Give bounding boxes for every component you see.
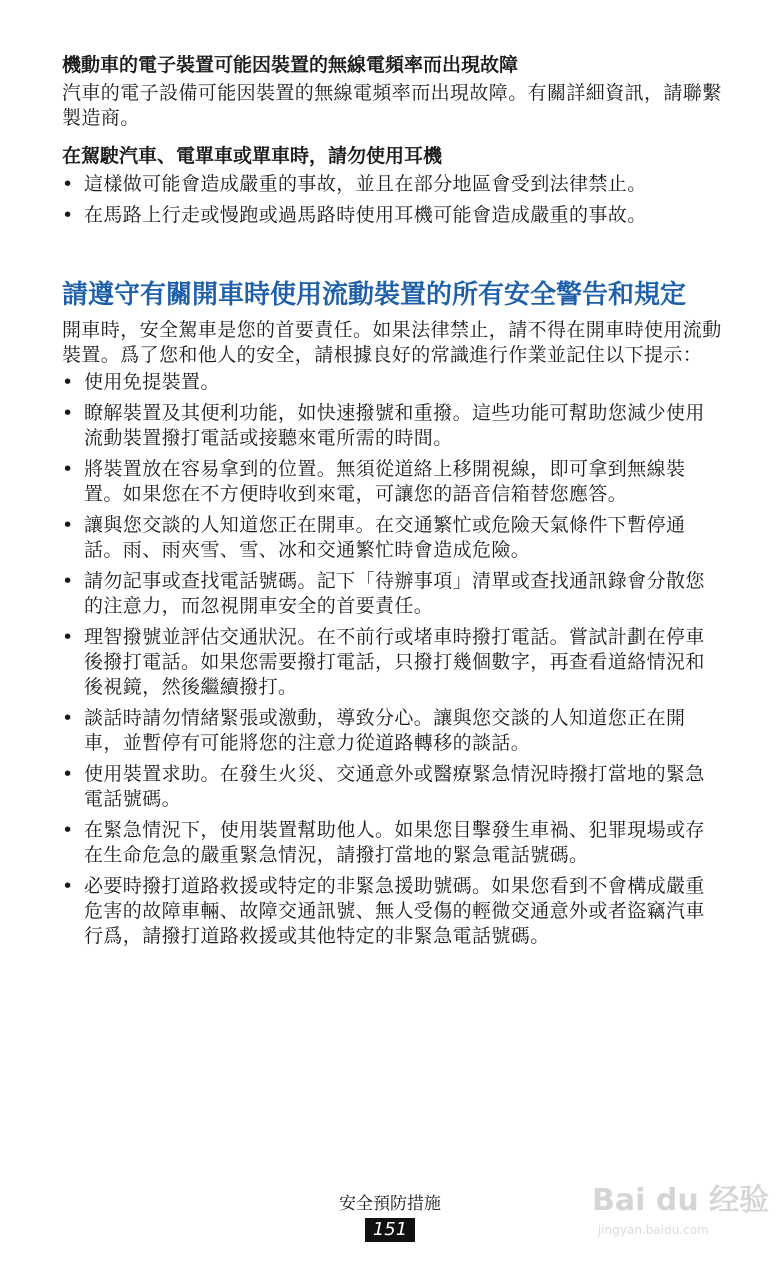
list-item: • 使用免提裝置。 xyxy=(62,371,220,393)
list-item: • 使用裝置求助。在發生火災、交通意外或醫療緊急情況時撥打當地的緊急電話號碼。 xyxy=(62,763,705,810)
footer-title: 安全預防措施 xyxy=(339,1194,441,1214)
svg-text:Bai du 经验: Bai du 经验 xyxy=(592,1183,770,1218)
page-number: 151 xyxy=(365,1218,415,1242)
section3-heading: 請遵守有關開車時使用流動裝置的所有安全警告和規定 xyxy=(62,280,687,310)
list-item: • 必要時撥打道路救援或特定的非緊急援助號碼。如果您看到不會構成嚴重危害的故障車輛、故障交通訊號、無人受傷的輕微交通意外或者盜竊汽車行爲，請撥打道路救援或其他特定的非緊急電話號碼。 xyxy=(62,875,705,947)
section2-heading: 在駕駛汽車、電單車或單車時，請勿使用耳機 xyxy=(62,145,443,167)
baidu-watermark xyxy=(592,1170,770,1246)
list-item: • 談話時請勿情緒緊張或激動，導致分心。讓與您交談的人知道您正在開車，並暫停有可能將您的注意力從道路轉移的談話。 xyxy=(62,707,686,754)
list-item: • 瞭解裝置及其便利功能，如快速撥號和重撥。這些功能可幫助您減少使用流動裝置撥打電話或接聽來電所需的時間。 xyxy=(62,402,705,449)
list-item: • 將裝置放在容易拿到的位置。無須從道絡上移開視線，即可拿到無線裝置。如果您在不方便時收到來電，可讓您的語音信箱替您應答。 xyxy=(62,458,686,505)
section3-intro: 開車時，安全駕車是您的首要責任。如果法律禁止，請不得在開車時使用流動裝置。爲了您和他人的安全，請根據良好的常識進行作業並記住以下提示： xyxy=(62,319,722,366)
list-item: • 請勿記事或查找電話號碼。記下「待辦事項」清單或查找通訊錄會分散您的注意力，而忽視開車安全的首要責任。 xyxy=(62,570,705,617)
list-item: • 讓與您交談的人知道您正在開車。在交通繁忙或危險天氣條件下暫停通話。雨、雨夾雪、雪、冰和交通繁忙時會造成危險。 xyxy=(62,514,686,561)
list-item: • 這樣做可能會造成嚴重的事故，並且在部分地區會受到法律禁止。 xyxy=(62,173,647,195)
list-item: • 在馬路上行走或慢跑或過馬路時使用耳機可能會造成嚴重的事故。 xyxy=(62,204,647,226)
section2-bullet-list xyxy=(62,172,722,228)
section1-text: 汽車的電子設備可能因裝置的無線電頻率而出現故障。有關詳細資訊，請聯繫製造商。 xyxy=(62,82,722,129)
section1-heading: 機動車的電子裝置可能因裝置的無線電頻率而出現故障 xyxy=(62,54,519,76)
baidu-paw-icon xyxy=(592,1170,770,1242)
list-item: • 理智撥號並評估交通狀況。在不前行或堵車時撥打電話。嘗試計劃在停車後撥打電話。如果您需要撥打電話，只撥打幾個數字，再查看道絡情況和後視鏡，然後繼續撥打。 xyxy=(62,626,705,698)
list-item: • 在緊急情況下，使用裝置幫助他人。如果您目擊發生車禍、犯罪現場或存在生命危急的嚴重緊急情況，請撥打當地的緊急電話號碼。 xyxy=(62,819,705,866)
svg-text:jingyan.baidu.com: jingyan.baidu.com xyxy=(598,1223,709,1237)
document-page xyxy=(62,52,722,955)
section3-bullet-list xyxy=(62,370,722,949)
